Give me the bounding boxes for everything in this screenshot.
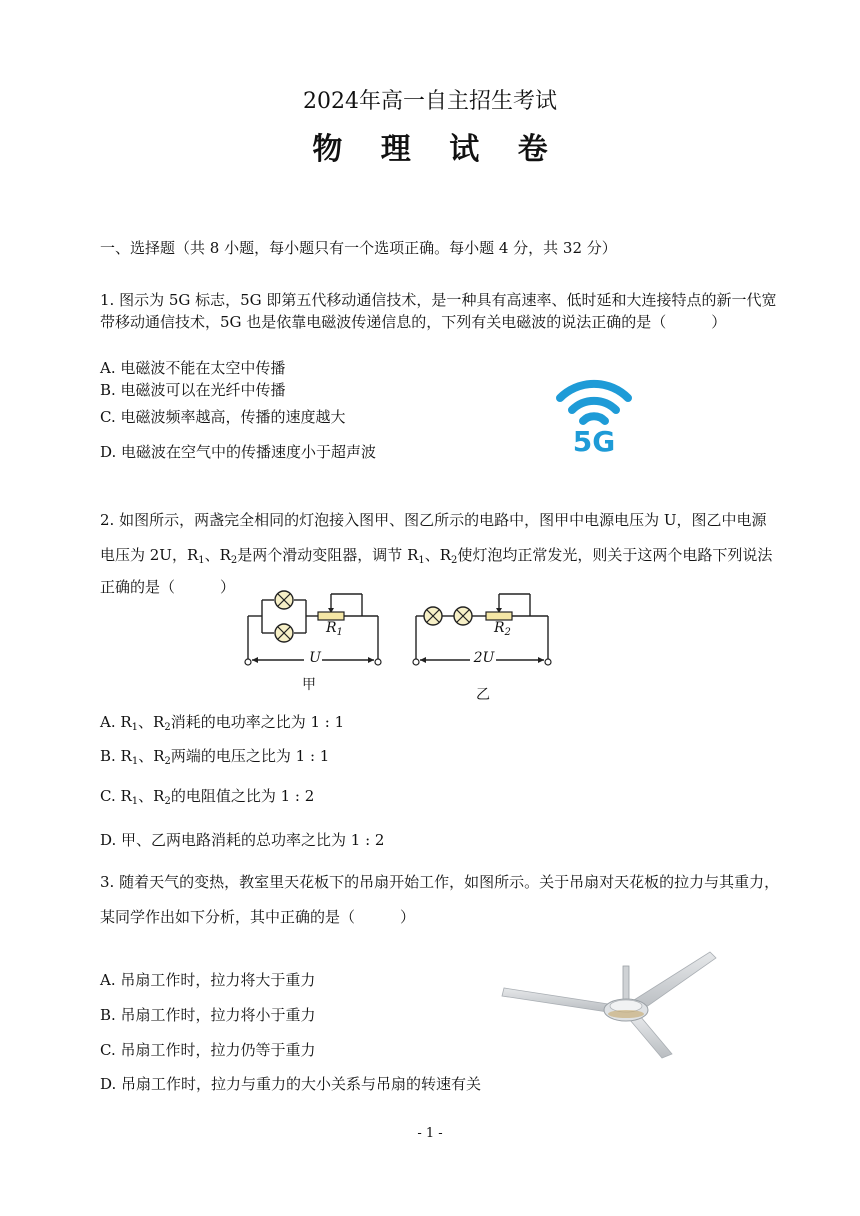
q1-option-a: A. 电磁波不能在太空中传播 [100,359,286,377]
q2-stem-line2 [100,545,772,571]
q3-stem-line2: 某同学作出如下分析，其中正确的是（ ） [100,908,416,926]
subscript: 1 [336,627,343,638]
q2-text: 、R [424,546,452,564]
subscript: 1 [131,796,139,807]
lamp-icon [454,607,472,625]
5g-logo [552,368,636,460]
section-heading: 一、选择题（共 8 小题，每小题只有一个选项正确。每小题 4 分，共 32 分） [100,239,617,257]
page-number: - 1 - [417,1126,443,1141]
circuit-caption-b: 乙 [476,687,490,703]
exam-title: 2024年高一自主招生考试 [303,89,557,114]
circuit-diagram-b [410,588,560,708]
lamp-icon [424,607,442,625]
resistor-symbol: R [494,620,505,636]
circuit-diagram-a [240,588,390,698]
subscript: 1 [131,756,139,767]
q2-stem-line3: 正确的是（ ） [100,578,236,596]
5g-logo-text: 5G [572,425,616,458]
q2-text: 使灯泡均正常发光，则关于这两个电路下列说法 [457,546,773,564]
subscript: 2 [451,555,458,566]
q2-option-c [100,786,314,812]
q2-text: 、R [204,546,231,564]
circuit-caption-a: 甲 [302,677,316,693]
voltage-label-u: U [309,650,321,666]
lamp-icon [275,591,293,609]
subscript: 2 [164,756,171,767]
q2-option-b [100,746,329,772]
subscript: 2 [504,627,511,638]
option-text: 、R [138,787,165,805]
subscript: 2 [164,722,171,733]
subscript: 2 [164,796,171,807]
option-text: A. R [100,713,132,731]
q1-option-b: B. 电磁波可以在光纤中传播 [100,381,286,399]
subscript: 1 [131,722,139,733]
q3-option-c: C. 吊扇工作时，拉力仍等于重力 [100,1041,316,1059]
q1-option-c: C. 电磁波频率越高，传播的速度越大 [100,408,346,426]
q3-option-a: A. 吊扇工作时，拉力将大于重力 [100,971,316,989]
option-text: 的电阻值之比为 1 : 2 [170,787,315,805]
q2-option-d: D. 甲、乙两电路消耗的总功率之比为 1 : 2 [100,831,385,849]
resistor-symbol: R [326,620,337,636]
subscript: 1 [198,555,205,566]
subscript: 2 [230,555,238,566]
option-text: 消耗的电功率之比为 1 : 1 [170,713,345,731]
option-text: 、R [138,713,165,731]
q2-option-a [100,712,344,738]
q3-option-b: B. 吊扇工作时，拉力将小于重力 [100,1006,316,1024]
ceiling-fan-icon [500,948,720,1060]
q2-text: 是两个滑动变阻器，调节 R [237,546,419,564]
lamp-icon [275,624,293,642]
q1-stem-line2: 带移动通信技术，5G 也是依靠电磁波传递信息的，下列有关电磁波的说法正确的是（ ） [100,313,727,331]
resistor-label-r1 [326,620,343,638]
q2-stem-line1: 2. 如图所示，两盏完全相同的灯泡接入图甲、图乙所示的电路中，图甲中电源电压为 U，图乙中电源 [100,511,767,529]
q3-stem-line1: 3. 随着天气的变热，教室里天花板下的吊扇开始工作，如图所示。关于吊扇对天花板的拉力与其重力， [100,873,780,891]
ceiling-fan-image [500,948,720,1060]
option-text: B. R [100,747,132,765]
q1-option-d: D. 电磁波在空气中的传播速度小于超声波 [100,443,377,461]
q3-option-d: D. 吊扇工作时，拉力与重力的大小关系与吊扇的转速有关 [100,1075,482,1093]
option-text: 两端的电压之比为 1 : 1 [170,747,330,765]
voltage-label-2u: 2U [473,650,495,666]
subscript: 1 [418,555,425,566]
option-text: 、R [138,747,165,765]
subject-title: 物 理 试 卷 [312,132,562,167]
q2-text: 电压为 2U，R [100,546,199,564]
q1-stem-line1: 1. 图示为 5G 标志，5G 即第五代移动通信技术，是一种具有高速率、低时延和大连接特点的新一代宽 [100,291,777,309]
resistor-label-r2 [494,620,511,638]
option-text: C. R [100,787,132,805]
